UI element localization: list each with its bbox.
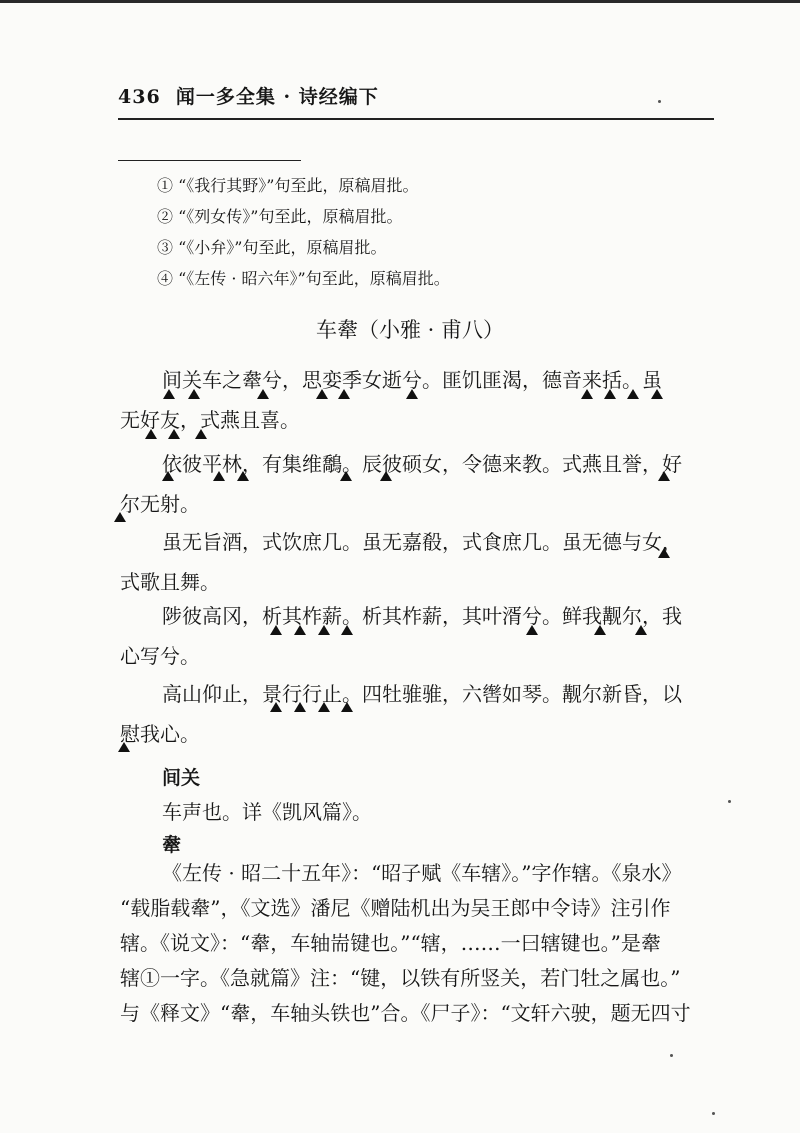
note-line-4: 辖①一字。《急就篇》注：“键，以铁有所竖关，若门牡之属也。” xyxy=(120,966,681,990)
footnote-4: ④ “《左传 · 昭六年》”句至此，原稿眉批。 xyxy=(157,269,450,288)
poem-line-10: 慰我心。 xyxy=(120,722,200,746)
emphasis-mark xyxy=(270,702,282,712)
emphasis-mark xyxy=(213,471,225,481)
page-number: 436 xyxy=(118,86,161,108)
emphasis-mark xyxy=(237,471,249,481)
header-text xyxy=(118,82,379,109)
poem-line-6: 式歌且舞。 xyxy=(120,570,220,594)
scan-speck xyxy=(658,100,661,103)
emphasis-mark xyxy=(627,389,639,399)
emphasis-mark xyxy=(581,389,593,399)
footnote-2: ② “《列女传》”句至此，原稿眉批。 xyxy=(157,207,403,226)
poem-line-1: 间关车之舝兮，思娈季女逝兮。匪饥匪渴，德音来括。虽 xyxy=(162,368,662,392)
note-term-xia: 舝 xyxy=(162,834,182,856)
emphasis-mark xyxy=(162,471,174,481)
footnote-3: ③ “《小弁》”句至此，原稿眉批。 xyxy=(157,238,387,257)
poem-line-8: 心写兮。 xyxy=(120,644,200,668)
emphasis-mark xyxy=(118,742,130,752)
emphasis-mark xyxy=(316,389,328,399)
emphasis-mark xyxy=(188,389,200,399)
emphasis-mark xyxy=(406,389,418,399)
emphasis-mark xyxy=(168,429,180,439)
note-line-1: 《左传 · 昭二十五年》：“昭子赋《车辖》。”字作辖。《泉水》 xyxy=(162,861,682,885)
footnote-1: ① “《我行其野》”句至此，原稿眉批。 xyxy=(157,176,419,195)
emphasis-mark xyxy=(145,429,157,439)
emphasis-mark xyxy=(594,625,606,635)
running-title: 闻一多全集 · 诗经编下 xyxy=(175,86,379,108)
emphasis-mark xyxy=(604,389,616,399)
scan-speck xyxy=(670,1054,673,1057)
note-text-jianguan: 车声也。详《凯风篇》。 xyxy=(162,800,372,824)
note-line-3: 辖。《说文》：“舝，车轴耑键也。”“辖，……一曰辖键也。”是舝 xyxy=(120,931,661,955)
poem-line-2: 无好友，式燕且喜。 xyxy=(120,408,300,432)
running-header xyxy=(118,82,718,116)
emphasis-mark xyxy=(341,702,353,712)
emphasis-mark xyxy=(195,429,207,439)
emphasis-mark xyxy=(318,625,330,635)
note-line-2: “载脂载舝”，《文选》潘尼《赠陆机出为吴王郎中令诗》注引作 xyxy=(120,896,671,920)
scan-speck xyxy=(728,800,731,803)
emphasis-mark xyxy=(341,625,353,635)
emphasis-mark xyxy=(635,625,647,635)
emphasis-mark xyxy=(658,471,670,481)
poem-line-3: 依彼平林，有集维鷮。辰彼硕女，令德来教。式燕且誉，好 xyxy=(162,452,682,476)
emphasis-mark xyxy=(318,702,330,712)
poem-line-5: 虽无旨酒，式饮庶几。虽无嘉殽，式食庶几。虽无德与女， xyxy=(162,530,682,554)
emphasis-mark xyxy=(114,512,126,522)
note-line-5: 与《释文》“舝，车轴头铁也”合。《尸子》：“文轩六驶，题无四寸 xyxy=(120,1001,691,1025)
poem-line-7: 陟彼高冈，析其柞薪。析其柞薪，其叶湑兮。鲜我觏尔，我 xyxy=(162,604,682,628)
header-rule xyxy=(118,118,714,120)
emphasis-mark xyxy=(270,625,282,635)
emphasis-mark xyxy=(658,548,670,558)
emphasis-mark xyxy=(651,389,663,399)
emphasis-mark xyxy=(526,625,538,635)
emphasis-mark xyxy=(338,389,350,399)
poem-title: 车舝（小雅 · 甫八） xyxy=(315,318,505,342)
page-top-edge xyxy=(0,0,800,3)
emphasis-mark xyxy=(340,471,352,481)
emphasis-mark xyxy=(257,389,269,399)
emphasis-mark xyxy=(163,389,175,399)
poem-line-9: 高山仰止，景行行止。四牡骓骓，六辔如琴。觏尔新昏，以 xyxy=(162,682,682,706)
footnote-rule xyxy=(118,160,301,161)
note-term-jianguan: 间关 xyxy=(162,767,201,789)
poem-line-4: 尔无射。 xyxy=(120,492,200,516)
emphasis-mark xyxy=(294,625,306,635)
emphasis-mark xyxy=(380,471,392,481)
emphasis-mark xyxy=(294,702,306,712)
scan-speck xyxy=(712,1112,715,1115)
